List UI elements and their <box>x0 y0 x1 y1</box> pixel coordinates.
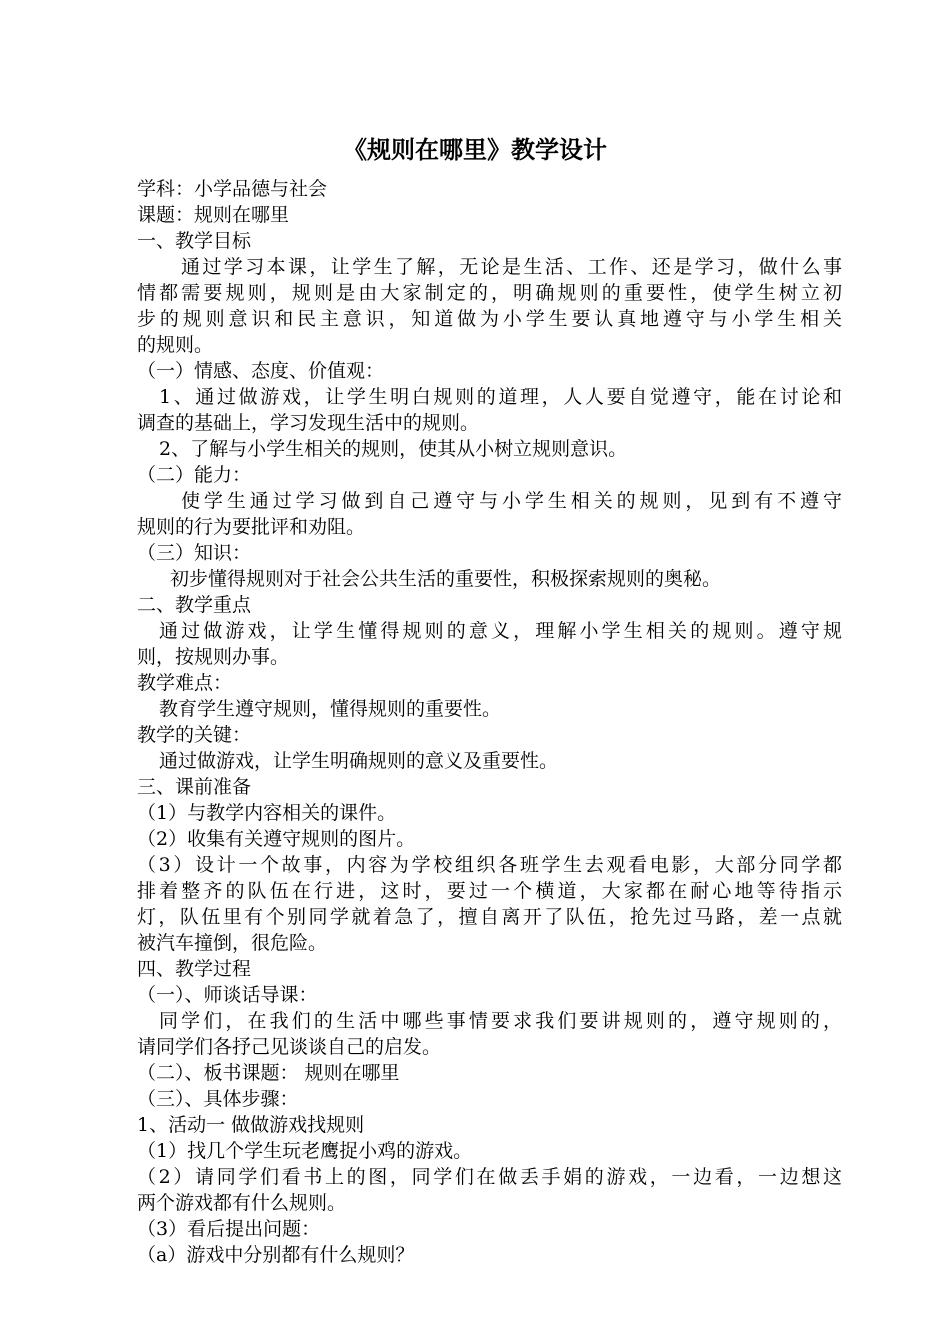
paragraph-line: 步的规则意识和民主意识，知道做为小学生要认真地遵守与小学生相关 <box>137 308 842 330</box>
section-heading-key-points: 二、教学重点 <box>137 594 252 616</box>
paragraph-line: 被汽车撞倒，很危险。 <box>137 932 328 954</box>
paragraph-line: 的规则。 <box>137 334 214 356</box>
paragraph-line: 初步懂得规则对于社会公共生活的重要性，积极探索规则的奥秘。 <box>170 568 722 590</box>
paragraph-line: 请同学们各抒己见谈谈自己的启发。 <box>137 1036 442 1058</box>
list-item: （2）请同学们看书上的图，同学们在做丢手娟的游戏，一边看，一边想这 <box>137 1166 842 1188</box>
list-item: （1）与教学内容相关的课件。 <box>137 802 397 824</box>
paragraph-line: 调查的基础上，学习发现生活中的规则。 <box>137 412 480 434</box>
paragraph-line: 使学生通过学习做到自己遵守与小学生相关的规则，见到有不遵守 <box>181 490 842 512</box>
paragraph-line: 灯，队伍里有个别同学就着急了，擅自离开了队伍，抢先过马路，差一点就 <box>137 906 842 928</box>
document-title: 《规则在哪里》教学设计 <box>343 135 607 164</box>
subheading-steps: （三）、具体步骤： <box>137 1088 299 1110</box>
list-item: （3）看后提出问题： <box>137 1218 321 1240</box>
section-heading-preparation: 三、课前准备 <box>137 776 252 798</box>
paragraph-line: 2、了解与小学生相关的规则，使其从小树立规则意识。 <box>159 438 628 460</box>
paragraph-line: 通过学习本课，让学生了解，无论是生活、工作、还是学习，做什么事 <box>181 256 842 278</box>
paragraph-line: 通过做游戏，让学生懂得规则的意义，理解小学生相关的规则。遵守规 <box>159 620 842 642</box>
paragraph-line: 排着整齐的队伍在行进，这时，要过一个横道，大家都在耐心地等待指示 <box>137 880 842 902</box>
list-item: （3）设计一个故事，内容为学校组织各班学生去观看电影，大部分同学都 <box>137 854 842 876</box>
subheading-key: 教学的关键： <box>137 724 252 746</box>
paragraph-line: 1、通过做游戏，让学生明白规则的道理，人人要自觉遵守，能在讨论和 <box>159 386 842 408</box>
list-item: （1）找几个学生玩老鹰捉小鸡的游戏。 <box>137 1140 473 1162</box>
paragraph-line: 规则的行为要批评和劝阻。 <box>137 516 366 538</box>
subject-line: 学科：小学品德与社会 <box>137 178 328 200</box>
paragraph-line: 情都需要规则，规则是由大家制定的，明确规则的重要性，使学生树立初 <box>137 282 842 304</box>
subheading-difficulty: 教学难点： <box>137 672 233 694</box>
topic-line: 课题：规则在哪里 <box>137 204 290 226</box>
section-heading-process: 四、教学过程 <box>137 958 252 980</box>
subheading-values: （一）情感、态度、价值观： <box>137 360 385 382</box>
subheading-knowledge: （三）知识： <box>137 542 252 564</box>
list-item: （2）收集有关遵守规则的图片。 <box>137 828 416 850</box>
list-item: （a）游戏中分别都有什么规则？ <box>137 1244 415 1266</box>
paragraph-line: 通过做游戏，让学生明确规则的意义及重要性。 <box>159 750 559 772</box>
section-heading-goals: 一、教学目标 <box>137 230 252 252</box>
subheading-board: （二）、板书课题： 规则在哪里 <box>137 1062 400 1084</box>
activity-heading: 1、活动一 做做游戏找规则 <box>137 1114 365 1136</box>
paragraph-line: 则，按规则办事。 <box>137 646 290 668</box>
paragraph-line: 同学们，在我们的生活中哪些事情要求我们要讲规则的，遵守规则的， <box>159 1010 842 1032</box>
paragraph-line: 教育学生遵守规则，懂得规则的重要性。 <box>159 698 502 720</box>
subheading-intro: （一）、师谈话导课： <box>137 984 318 1006</box>
document-body <box>137 176 842 1268</box>
subheading-ability: （二）能力： <box>137 464 252 486</box>
paragraph-line: 两个游戏都有什么规则。 <box>137 1192 347 1214</box>
